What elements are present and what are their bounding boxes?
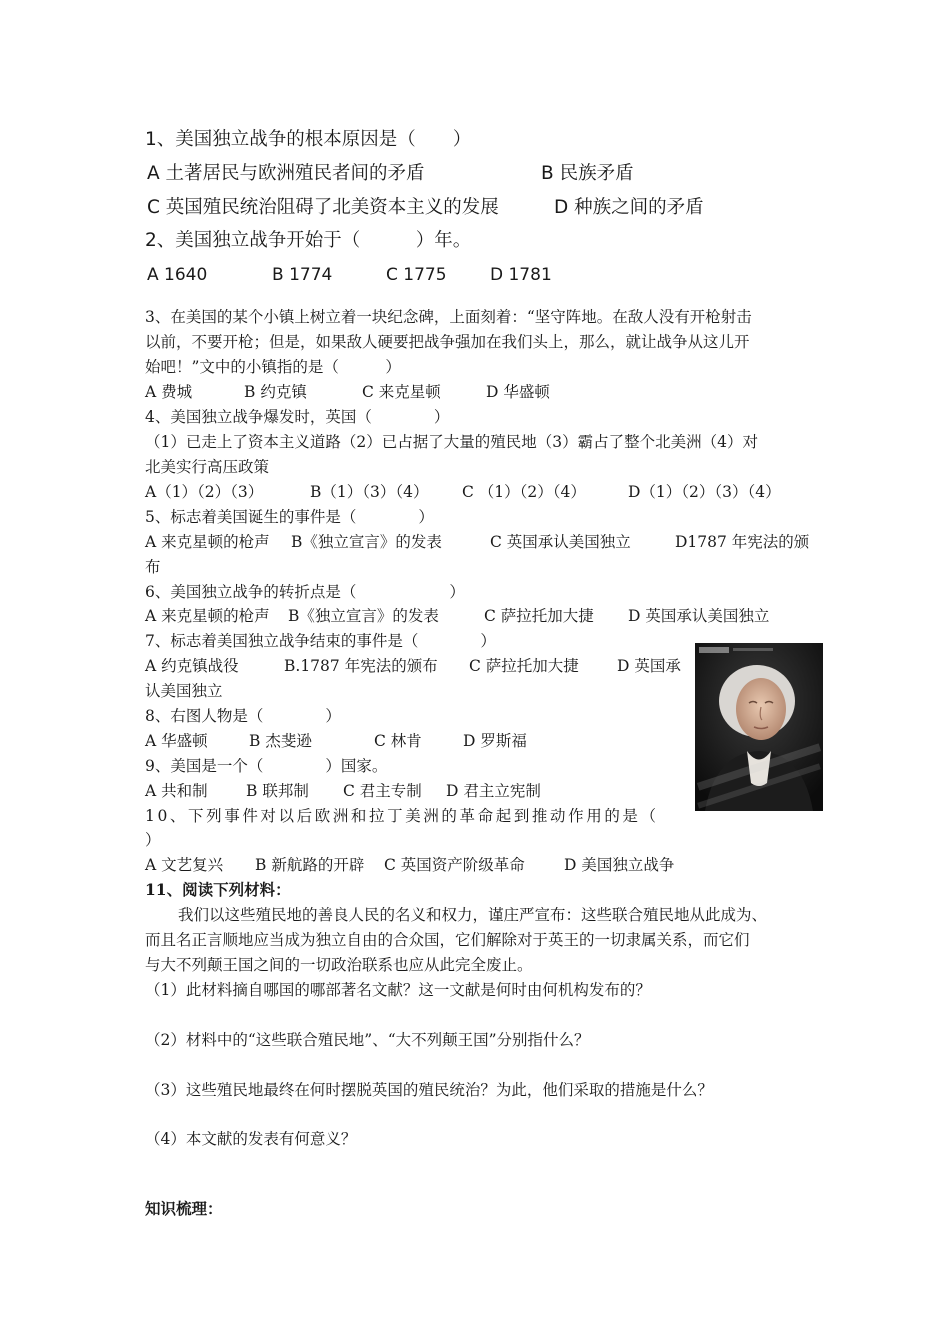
q9-option-c: C 君主专制 xyxy=(343,782,422,800)
q11-material-line-1: 我们以这些殖民地的善良人民的名义和权力，谨庄严宣布：这些联合殖民地从此成为、 xyxy=(178,906,768,924)
q11-sub-question-3: （3）这些殖民地最终在何时摆脱英国的殖民统治？为此，他们采取的措施是什么？ xyxy=(145,1081,713,1099)
q4-option-c: C （1）（2）（4） xyxy=(462,483,586,501)
q7-option-a: A 约克镇战役 xyxy=(145,657,239,675)
q10-option-d: D 美国独立战争 xyxy=(564,856,675,874)
q5-option-c: C 英国承认美国独立 xyxy=(490,533,631,551)
q3-line-3: 始吧！”文中的小镇指的是（ ） xyxy=(145,358,401,376)
q2-option-d: D 1781 xyxy=(490,265,552,285)
q8-option-a: A 华盛顿 xyxy=(145,732,208,750)
q6-stem: 6、美国独立战争的转折点是（ ） xyxy=(145,583,465,601)
q1-option-b: B 民族矛盾 xyxy=(541,163,634,184)
q5-option-d: D1787 年宪法的颁 xyxy=(675,533,810,551)
q5-option-d-cont: 布 xyxy=(145,558,161,576)
q11-material-line-2: 而且名正言顺地应当成为独立自由的合众国，它们解除对于英王的一切隶属关系，而它们 xyxy=(145,931,750,949)
portrait-image xyxy=(695,643,823,811)
q11-sub-question-4: （4）本文献的发表有何意义？ xyxy=(145,1130,357,1148)
q5-option-a: A 来克星顿的枪声 xyxy=(145,533,270,551)
q10-line-1: 10、下列事件对以后欧洲和拉丁美洲的革命起到推动作用的是（ xyxy=(145,807,659,825)
q10-option-b: B 新航路的开辟 xyxy=(255,856,365,874)
q6-option-c: C 萨拉托加大捷 xyxy=(484,607,594,625)
q2-option-b: B 1774 xyxy=(272,265,333,285)
q7-stem: 7、标志着美国独立战争结束的事件是（ ） xyxy=(145,632,496,650)
q1-stem: 1、美国独立战争的根本原因是（ ） xyxy=(145,129,472,150)
q9-option-a: A 共和制 xyxy=(145,782,208,800)
q7-option-d: D 英国承 xyxy=(617,657,681,675)
q7-option-d-cont: 认美国独立 xyxy=(145,682,223,700)
q3-option-a: A 费城 xyxy=(145,383,193,401)
q4-stem: 4、美国独立战争爆发时，英国（ ） xyxy=(145,408,450,426)
q9-option-d: D 君主立宪制 xyxy=(446,782,541,800)
q11-material-line-3: 与大不列颠王国之间的一切政治联系也应从此完全废止。 xyxy=(145,956,533,974)
q2-stem: 2、美国独立战争开始于（ ）年。 xyxy=(145,230,472,251)
q9-stem: 9、美国是一个（ ）国家。 xyxy=(145,757,388,775)
q1-option-a: A 土著居民与欧洲殖民者间的矛盾 xyxy=(147,163,425,184)
q11-sub-question-1: （1）此材料摘自哪国的哪部著名文献？这一文献是何时由何机构发布的？ xyxy=(145,981,651,999)
q9-option-b: B 联邦制 xyxy=(246,782,309,800)
q2-option-a: A 1640 xyxy=(147,265,208,285)
q4-option-a: A（1）（2）（3） xyxy=(145,483,264,501)
q3-option-b: B 约克镇 xyxy=(244,383,307,401)
q3-option-c: C 来克星顿 xyxy=(362,383,441,401)
q3-option-d: D 华盛顿 xyxy=(486,383,550,401)
q3-line-1: 3、在美国的某个小镇上树立着一块纪念碑，上面刻着：“坚守阵地。在敌人没有开枪射击 xyxy=(145,308,752,326)
q7-option-c: C 萨拉托加大捷 xyxy=(469,657,579,675)
q8-option-d: D 罗斯福 xyxy=(463,732,527,750)
q6-option-d: D 英国承认美国独立 xyxy=(628,607,770,625)
q5-option-b: B《独立宣言》的发表 xyxy=(291,533,442,551)
q7-option-b: B.1787 年宪法的颁布 xyxy=(284,657,438,675)
q10-option-c: C 英国资产阶级革命 xyxy=(384,856,525,874)
q4-option-d: D（1）（2）（3）（4） xyxy=(628,483,781,501)
q1-option-d: D 种族之间的矛盾 xyxy=(554,197,704,218)
knowledge-summary-heading: 知识梳理： xyxy=(145,1199,223,1218)
q10-option-a: A 文艺复兴 xyxy=(145,856,224,874)
q3-line-2: 以前，不要开枪；但是，如果敌人硬要把战争强加在我们头上，那么，就让战争从这儿开 xyxy=(145,333,750,351)
q8-stem: 8、右图人物是（ ） xyxy=(145,707,341,725)
q4-line-2: 北美实行高压政策 xyxy=(145,458,270,476)
q1-option-c: C 英国殖民统治阻碍了北美资本主义的发展 xyxy=(147,197,499,218)
q8-option-b: B 杰斐逊 xyxy=(249,732,312,750)
q11-stem: 11、阅读下列材料： xyxy=(145,880,291,899)
q11-sub-question-2: （2）材料中的“这些联合殖民地”、“大不列颠王国”分别指什么？ xyxy=(145,1031,590,1049)
q5-stem: 5、标志着美国诞生的事件是（ ） xyxy=(145,508,434,526)
q8-option-c: C 林肯 xyxy=(374,732,422,750)
q6-option-b: B《独立宣言》的发表 xyxy=(288,607,439,625)
q4-line-1: （1）已走上了资本主义道路（2）已占据了大量的殖民地（3）霸占了整个北美洲（4）对 xyxy=(145,433,758,451)
q10-line-2: ） xyxy=(145,831,161,849)
q2-option-c: C 1775 xyxy=(386,265,447,285)
q6-option-a: A 来克星顿的枪声 xyxy=(145,607,270,625)
q4-option-b: B（1）（3）（4） xyxy=(310,483,429,501)
